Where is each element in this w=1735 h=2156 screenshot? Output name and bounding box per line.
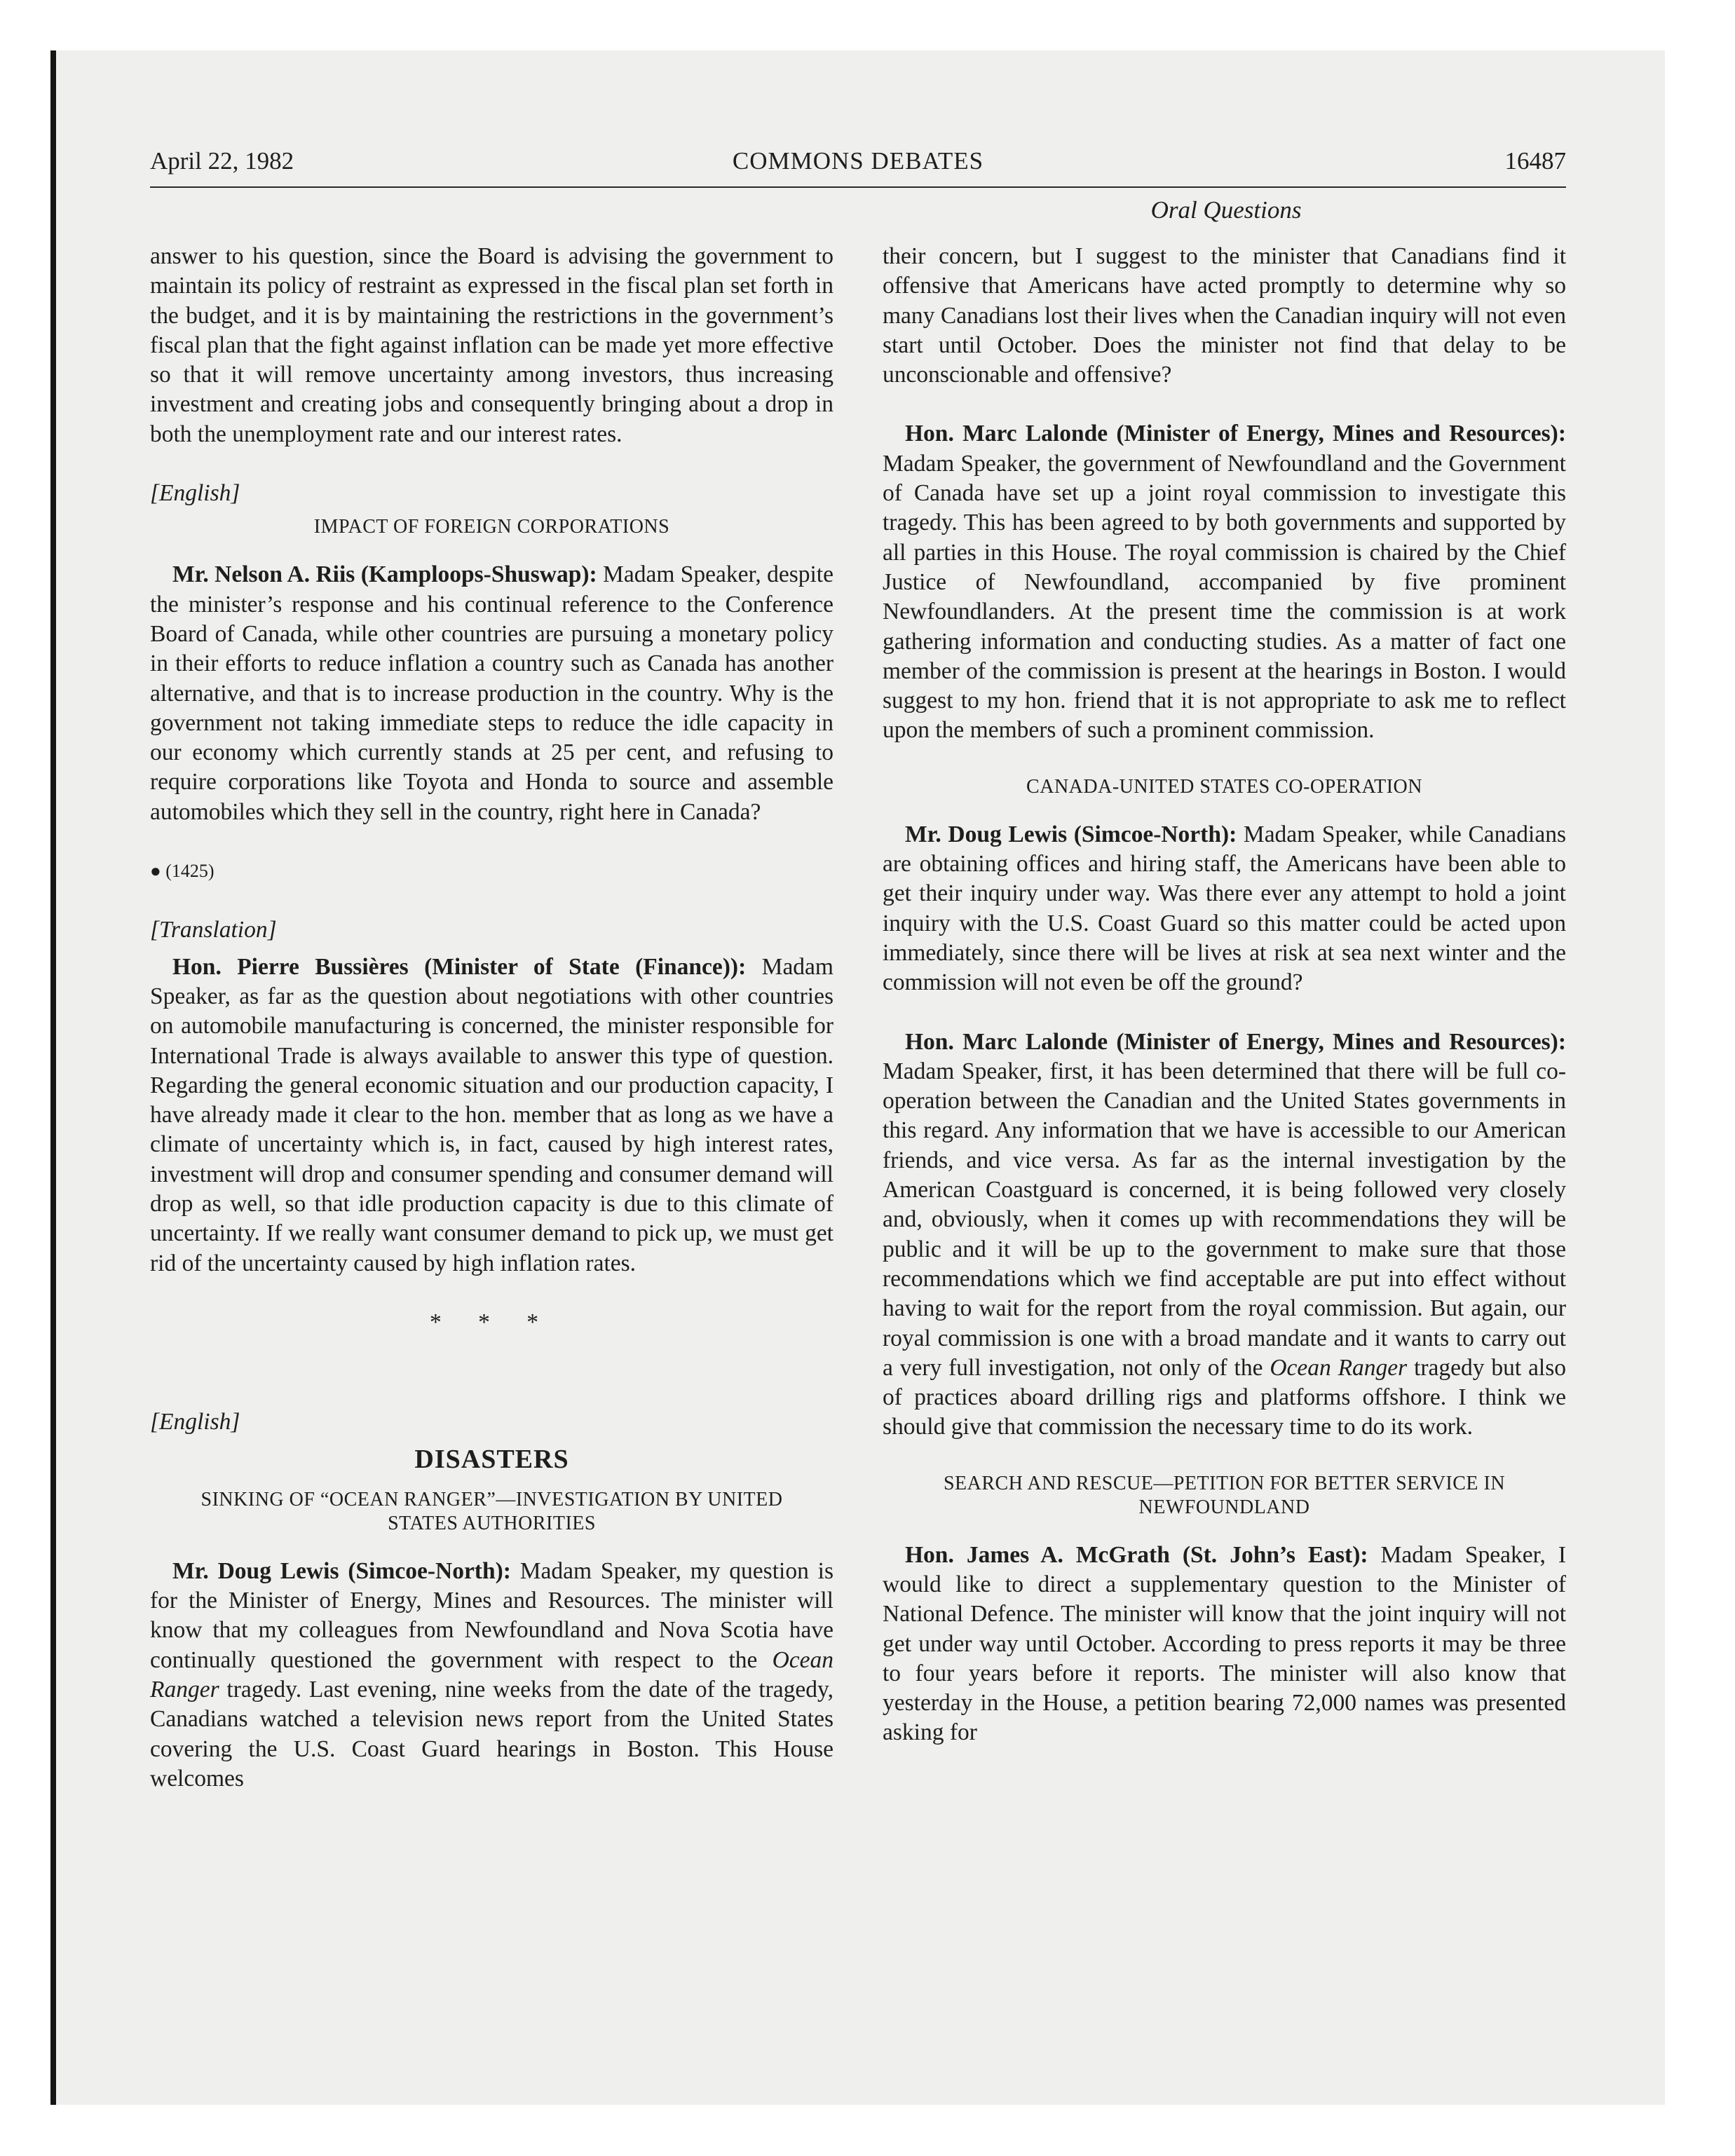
speech-paragraph — [883, 419, 1566, 745]
speaker-name: Mr. Nelson A. Riis (Kamploops-Shuswap): — [172, 561, 597, 588]
speech-text: Madam Speaker, while Canadians are obtaining offices and hiring staff, the Americans have been able to get their inquiry under way. Was there ever any attempt to hold a joint inquiry with the U.S. Coast Guard so this matter could be acted upon immediately, since there will be lives at risk at sea next winter and the commission will not even be off the ground? — [883, 821, 1566, 996]
italic-vessel-name: Ocean Ranger — [150, 1646, 834, 1703]
speech-paragraph — [883, 1541, 1566, 1748]
speech-paragraph — [150, 560, 834, 827]
speaker-name: Hon. Pierre Bussières (Minister of State (Finance)): — [172, 953, 747, 980]
speech-text: Madam Speaker, the government of Newfoundland and the Government of Canada have set up a joint royal commission to investigate this tragedy. This has been agreed to by both governments and supported by all parties in this House. The royal commission is chaired by the Chief Justice of Newfoundland, accompanied by five prominent Newfoundlanders. At the present time the commission is at work gathering information and conducting studies. As a matter of fact one member of the commission is present at the hearings in Boston. I would suggest to my hon. friend that it is not appropriate to ask me to reflect upon the members of such a prominent commission. — [883, 450, 1566, 744]
subject-heading: SINKING OF “OCEAN RANGER”—INVESTIGATION BY UNITED STATES AUTHORITIES — [200, 1488, 783, 1534]
scan-edge-shadow — [50, 50, 56, 2105]
speech-text: Madam Speaker, first, it has been determined that there will be full co-operation between the Canadian and the United States governments in this regard. Any information that we have is accessible to our American friends, and vice versa. As far as the internal investigation by the American Coastguard is concerned, it is being followed very closely and, obviously, when it comes up with recommendations they will be public and it will be up to the government to make sure that those recommendations which we find acceptable are put into effect without having to wait for the report from the royal commission. But again, our royal commission is one with a broad mandate and it wants to carry out a very full investigation, not only of the — [883, 1058, 1566, 1381]
speech-paragraph — [150, 1557, 834, 1794]
speech-text: Madam Speaker, as far as the question about negotiations with other countries on automobile manufacturing is concerned, the minister responsible for International Trade is always available to answer this type of question. Regarding the general economic situation and our production capacity, I have already made it clear to the hon. member that as long as we have a climate of uncertainty which is, in fact, caused by high interest rates, investment will drop and consumer spending and consumer demand will drop as well, so that idle production capacity is due to this climate of uncertainty. If we really want consumer demand to pick up, we must get rid of the uncertainty caused by high inflation rates. — [150, 953, 834, 1276]
subject-heading: SEARCH AND RESCUE—PETITION FOR BETTER SERVICE IN NEWFOUNDLAND — [943, 1472, 1506, 1518]
speaker-name: Mr. Doug Lewis (Simcoe-North): — [172, 1557, 511, 1584]
document-page — [150, 140, 1566, 2089]
speech-paragraph — [883, 1028, 1566, 1442]
speaker-name: Hon. James A. McGrath (St. John’s East): — [905, 1541, 1368, 1568]
language-marker: [English] — [150, 1409, 240, 1435]
italic-vessel-name: Ocean Ranger — [1270, 1354, 1408, 1381]
header-page-number: 16487 — [1504, 147, 1566, 175]
language-marker: [Translation] — [150, 917, 277, 943]
header-date: April 22, 1982 — [150, 147, 294, 175]
speaker-name: Mr. Doug Lewis (Simcoe-North): — [905, 821, 1237, 847]
running-header — [150, 147, 1566, 188]
language-marker: [English] — [150, 480, 240, 507]
major-heading: DISASTERS — [414, 1444, 569, 1474]
paragraph-continuation: answer to his question, since the Board is advising the government to maintain its policy of restraint as expressed in the fiscal plan set forth in the budget, and it is by maintaining the restrictions in the government’s fiscal plan that the fight against inflation can be made yet more effective so that it will remove uncertainty among investors, thus increasing investment and creating jobs and consequently bringing about a drop in both the unemployment rate and our interest rates. — [150, 243, 834, 447]
right-column — [883, 242, 1566, 1778]
speech-text: tragedy. Last evening, nine weeks from the date of the tragedy, Canadians watched a television news report from the United States covering the U.S. Coast Guard hearings in Boston. This House welcomes — [150, 1676, 834, 1792]
subject-heading: IMPACT OF FOREIGN CORPORATIONS — [313, 516, 670, 538]
speech-text: Madam Speaker, despite the minister’s response and his continual reference to the Conference Board of Canada, while other countries are pursuing a monetary policy in their efforts to reduce inflation a country such as Canada has another alternative, and that is to increase production in the country. Why is the government not taking immediate steps to reduce the idle capacity in our economy which currently stands at 25 per cent, and refusing to require corporations like Toyota and Honda to source and assemble automobiles which they sell in the country, right here in Canada? — [150, 561, 834, 825]
header-title: COMMONS DEBATES — [732, 147, 984, 175]
left-column — [150, 242, 834, 1823]
speech-text: Madam Speaker, my question is for the Minister of Energy, Mines and Resources. The minister will know that my colleagues from Newfoundland and Nova Scotia have continually questioned the government with respect to the — [150, 1557, 834, 1673]
speech-paragraph — [150, 953, 834, 1278]
speaker-name: Hon. Marc Lalonde (Minister of Energy, Mines and Resources): — [905, 1028, 1566, 1055]
section-separator: * * * — [430, 1309, 554, 1335]
subject-heading: CANADA-UNITED STATES CO-OPERATION — [1026, 775, 1422, 798]
section-label: Oral Questions — [1150, 196, 1302, 224]
paragraph-continuation: their concern, but I suggest to the minister that Canadians find it offensive that Americans have acted promptly to determine why so many Canadians lost their lives when the Canadian inquiry will not even start until October. Does the minister not find that delay to be unconscionable and offensive? — [883, 243, 1566, 388]
speech-text: tragedy but also of practices aboard drilling rigs and platforms offshore. I think we should give that commission the necessary time to do its work. — [883, 1354, 1566, 1440]
speech-text: Madam Speaker, I would like to direct a supplementary question to the Minister of National Defence. The minister will know that the joint inquiry will not get under way until October. According to press reports it may be three to four years before it reports. The minister will also know that yesterday in the House, a petition bearing 72,000 names was presented asking for — [883, 1541, 1566, 1746]
speaker-name: Hon. Marc Lalonde (Minister of Energy, Mines and Resources): — [905, 421, 1566, 447]
speech-paragraph — [883, 820, 1566, 998]
timestamp-marker: ● (1425) — [150, 861, 215, 882]
